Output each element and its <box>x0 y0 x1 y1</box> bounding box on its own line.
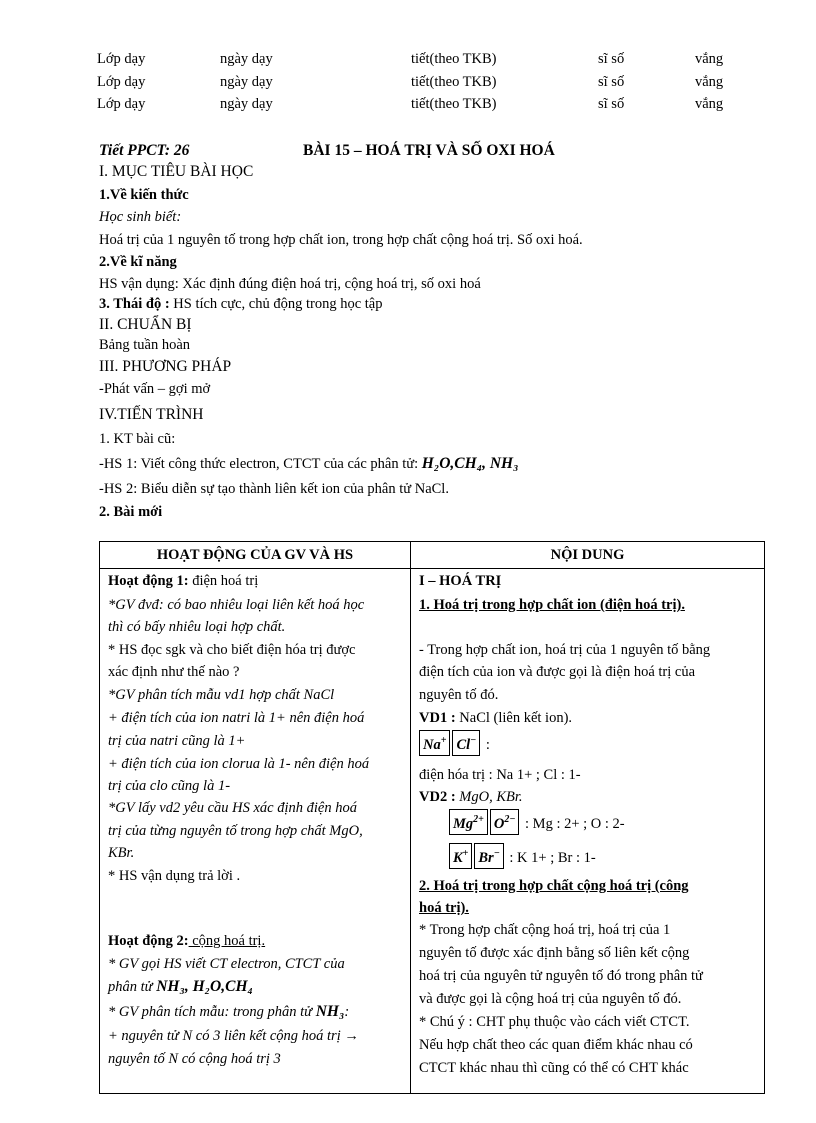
ion-charge: − <box>493 848 500 859</box>
ion-charge: − <box>470 735 477 746</box>
date-label: ngày dạy <box>220 51 273 67</box>
ion-o <box>490 809 520 835</box>
activity-1-text: điện hoá trị <box>192 573 259 589</box>
ion-symbol: O <box>493 815 505 832</box>
left-line: trị của natri cũng là 1+ <box>108 733 246 749</box>
attendance-label: sĩ số <box>598 96 625 112</box>
class-label: Lớp dạy <box>97 96 146 112</box>
skills-text: HS vận dụng: Xác định đúng điện hoá trị, cộng hoá trị, số oxi hoá <box>99 276 481 292</box>
covalent-valence-heading: 2. Hoá trị trong hợp chất cộng hoá trị (công <box>419 878 689 894</box>
knowledge-subtitle: Học sinh biết: <box>99 209 182 225</box>
right-line: điện tích của ion và được gọi là điện hoá trị của <box>419 664 696 680</box>
ion-symbol: K <box>453 849 463 866</box>
left-line: * GV phân tích mẫu: trong phân tử NH₃: <box>108 1003 350 1020</box>
activity-2-heading <box>108 931 402 951</box>
right-line: nguyên tố đó. <box>419 687 499 703</box>
ion-br <box>474 843 503 869</box>
period-label: tiết(theo TKB) <box>411 74 497 90</box>
ion-symbol: Na <box>423 736 441 753</box>
attendance-label: sĩ số <box>598 51 625 67</box>
ion-charge: 2+ <box>473 814 484 825</box>
left-line: + nguyên tử N có 3 liên kết cộng hoá trị → <box>108 1028 359 1044</box>
left-line: *GV đvđ: có bao nhiêu loại liên kết hoá học <box>108 597 365 613</box>
activity-1-label: Hoạt động 1: <box>108 573 189 589</box>
ion-charge: + <box>462 848 469 859</box>
section-skills: 2.Về kĩ năng <box>99 254 177 270</box>
left-line <box>108 977 402 997</box>
ion-na <box>419 730 450 756</box>
example-2 <box>419 787 756 807</box>
class-label: Lớp dạy <box>97 74 146 90</box>
activities-cell <box>100 569 411 1094</box>
example-1-label: VD1 : <box>419 710 456 726</box>
section-process: IV.TIẾN TRÌNH <box>99 406 204 423</box>
section-preparation: II. CHUẨN BỊ <box>99 316 192 333</box>
old-lesson-check: 1. KT bài cũ: <box>99 431 176 447</box>
attitude-text: HS tích cực, chủ động trong học tập <box>173 296 383 312</box>
right-line: điện hóa trị : Na 1+ ; Cl : 1- <box>419 767 581 783</box>
period-label: tiết(theo TKB) <box>411 51 497 67</box>
mgo-valence-text: : Mg : 2+ ; O : 2- <box>525 815 625 832</box>
hs1-line <box>99 455 519 473</box>
left-line: trị của clo cũng là 1- <box>108 778 231 794</box>
left-line: *GV phân tích mẫu vd1 hợp chất NaCl <box>108 687 335 703</box>
knowledge-text: Hoá trị của 1 nguyên tố trong hợp chất ion, trong hợp chất cộng hoá trị. Số oxi hoá. <box>99 232 583 248</box>
left-line: * HS đọc sgk và cho biết điện hóa trị được <box>108 642 356 658</box>
activity-1-heading <box>108 571 402 591</box>
left-line-text: * GV phân tích mẫu: trong phân tử <box>108 1004 313 1020</box>
right-line: Nếu hợp chất theo các quan điểm khác nhau có <box>419 1037 693 1053</box>
header-activities: HOẠT ĐỘNG CỦA GV VÀ HS <box>100 542 411 569</box>
section-method: III. PHƯƠNG PHÁP <box>99 358 232 375</box>
hs1-text: -HS 1: Viết công thức electron, CTCT của các phân tử: <box>99 456 419 472</box>
lesson-table <box>99 541 765 1094</box>
method-text: -Phát vấn – gợi mở <box>99 381 211 397</box>
example-1-text: NaCl (liên kết ion). <box>459 710 573 726</box>
left-line: * GV gọi HS viết CT electron, CTCT của <box>108 956 345 972</box>
ion-formula-kbr <box>449 843 756 870</box>
example-2-text: MgO, KBr. <box>459 789 523 805</box>
ion-charge: 2− <box>504 814 516 825</box>
absent-label: vắng <box>695 51 724 67</box>
hs2-text: -HS 2: Biểu diễn sự tạo thành liên kết ion của phân tử NaCl. <box>99 481 449 497</box>
class-label: Lớp dạy <box>97 51 146 67</box>
left-line: xác định như thế nào ? <box>108 664 240 680</box>
ion-cl <box>452 730 480 756</box>
right-line: nguyên tố được xác định bằng số liên kết cộng <box>419 945 690 961</box>
left-line: * HS vận dụng trả lời . <box>108 868 241 884</box>
ion-charge: + <box>440 735 447 746</box>
activity-2-text: cộng hoá trị. <box>188 933 266 949</box>
example-1 <box>419 708 756 728</box>
left-line: trị của từng nguyên tố trong hợp chất MgO, <box>108 823 363 839</box>
covalent-valence-heading-cont: hoá trị). <box>419 900 469 916</box>
ion-mg <box>449 809 488 835</box>
left-line: *GV lấy vd2 yêu cầu HS xác định điện hoá <box>108 800 357 816</box>
ion-formula-nacl: Na+ Cl− : <box>419 730 756 757</box>
right-line: * Trong hợp chất cộng hoá trị, hoá trị của 1 <box>419 922 671 938</box>
ion-formula-mgo <box>449 809 756 836</box>
ion-k <box>449 843 472 869</box>
right-line: và được gọi là cộng hoá trị của nguyên tố đó. <box>419 991 682 1007</box>
attitude-line <box>99 296 382 313</box>
right-line: * Chú ý : CHT phụ thuộc vào cách viết CTCT. <box>419 1014 690 1030</box>
formula: NH₃, H₂O,CH₄ <box>156 978 253 995</box>
preparation-text: Bảng tuần hoàn <box>99 337 191 353</box>
formula: NH₃ <box>315 1003 345 1020</box>
right-line: - Trong hợp chất ion, hoá trị của 1 nguyên tố bằng <box>419 642 711 658</box>
absent-label: vắng <box>695 96 724 112</box>
period-label: tiết(theo TKB) <box>411 96 497 112</box>
new-lesson: 2. Bài mới <box>99 504 163 520</box>
example-2-label: VD2 : <box>419 789 456 805</box>
left-line-text: phân tử <box>108 979 153 995</box>
right-line: CTCT khác nhau thì cũng có thể có CHT khác <box>419 1060 689 1076</box>
left-line: thì có bấy nhiêu loại hợp chất. <box>108 619 286 635</box>
header-content: NỘI DUNG <box>411 542 765 569</box>
attendance-label: sĩ số <box>598 74 625 90</box>
ion-symbol: Cl <box>456 736 471 753</box>
valence-title: I – HOÁ TRỊ <box>419 573 502 589</box>
section-knowledge: 1.Về kiến thức <box>99 187 189 203</box>
ion-symbol: Mg <box>453 815 474 832</box>
left-line: KBr. <box>108 845 135 861</box>
lesson-title: BÀI 15 – HOÁ TRỊ VÀ SỐ OXI HOÁ <box>303 142 555 159</box>
left-line: + điện tích của ion clorua là 1- nên điện hoá <box>108 756 370 772</box>
kbr-valence-text: : K 1+ ; Br : 1- <box>509 849 596 866</box>
attitude-label: 3. Thái độ : <box>99 296 170 312</box>
ion-symbol: Br <box>478 849 494 866</box>
date-label: ngày dạy <box>220 74 273 90</box>
left-line: + điện tích của ion natri là 1+ nên điện hoá <box>108 710 365 726</box>
content-cell <box>411 569 765 1094</box>
right-line: hoá trị của nguyên tử nguyên tố đó trong phân tử <box>419 968 703 984</box>
date-label: ngày dạy <box>220 96 273 112</box>
ionic-valence-heading: 1. Hoá trị trong hợp chất ion (điện hoá trị). <box>419 597 685 613</box>
left-line: nguyên tố N có cộng hoá trị 3 <box>108 1051 281 1067</box>
section-objectives: I. MỤC TIÊU BÀI HỌC <box>99 163 254 180</box>
hs1-formula: H₂O,CH₄, NH₃ <box>421 455 519 472</box>
absent-label: vắng <box>695 74 724 90</box>
activity-2-label: Hoạt động 2: <box>108 933 189 949</box>
lesson-period: Tiết PPCT: 26 <box>99 142 190 159</box>
